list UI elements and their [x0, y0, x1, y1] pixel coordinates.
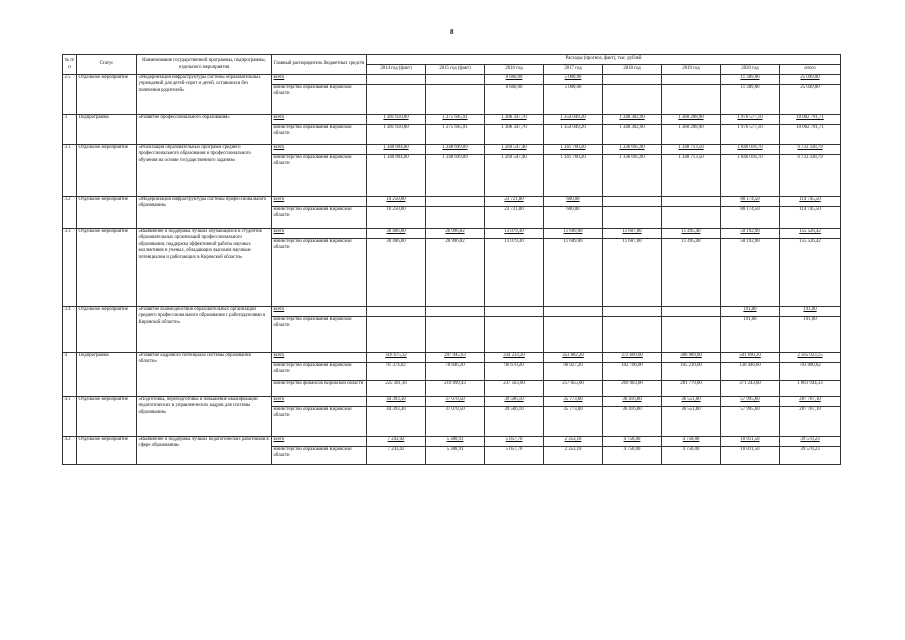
row-year-value: 5 388,91: [426, 447, 485, 465]
table-row: [63, 397, 841, 407]
row-year-value: 1 269 547,40: [485, 145, 544, 155]
row-year-value: 257 055,00: [544, 381, 603, 397]
table-row: [63, 115, 841, 125]
row-year-value: 5 388,91: [426, 437, 485, 447]
row-year-value: 13 079,30: [485, 229, 544, 239]
row-manager: всего: [272, 75, 367, 85]
row-year-value: [662, 197, 721, 207]
row-year-value: 600,00: [544, 197, 603, 207]
row-status: Подпрограмма: [77, 115, 137, 145]
header-status: Статус: [77, 55, 137, 75]
row-year-value: [603, 75, 662, 85]
page-number: 8: [450, 28, 454, 36]
row-year-value: 5 057,70: [485, 447, 544, 465]
row-year-value: 372 609,00: [603, 353, 662, 363]
row-name: «Развитие профессионального образования»: [137, 115, 272, 145]
row-year-value: 11 389,80: [721, 75, 780, 85]
row-year-value: 23 721,00: [485, 207, 544, 229]
row-year-value: 281 779,00: [662, 381, 721, 397]
row-manager: всего: [272, 145, 367, 155]
row-manager: министерство образования Кировской области: [272, 125, 367, 145]
row-total-value: 25 049,80: [780, 75, 841, 85]
row-year-value: 1 269 547,40: [485, 155, 544, 197]
row-status: Отдельное мероприятие: [77, 75, 137, 115]
row-year-value: 35 773,00: [544, 407, 603, 437]
row-number: 3.1: [63, 145, 77, 197]
row-total-value: 287 707,10: [780, 407, 841, 437]
row-manager: министерство образования Кировской области: [272, 317, 367, 353]
row-year-value: 39 506,10: [485, 407, 544, 437]
header-year: 2017 год: [544, 65, 603, 75]
row-year-value: 334 233,20: [485, 353, 544, 363]
header-name: Наименование государственной программы, подпрограммы, отдельного мероприятия: [137, 55, 272, 75]
row-manager: министерство образования Кировской области: [272, 363, 367, 381]
row-year-value: 600,00: [544, 207, 603, 229]
row-year-value: 130 446,60: [721, 363, 780, 381]
row-year-value: 1 348 713,50: [662, 155, 721, 197]
table-row: [63, 197, 841, 207]
row-year-value: 1 340 894,00: [367, 145, 426, 155]
row-year-value: 36 416,80: [603, 407, 662, 437]
header-year: 2020 год: [721, 65, 780, 75]
row-manager: всего: [272, 197, 367, 207]
row-year-value: 1 248 699,09: [426, 155, 485, 197]
row-year-value: 10 011,50: [721, 437, 780, 447]
row-year-value: [662, 207, 721, 229]
row-year-value: 5 000,00: [544, 75, 603, 85]
row-total-value: 155 526,42: [780, 229, 841, 239]
row-status: Отдельное мероприятие: [77, 229, 137, 307]
row-year-value: [367, 75, 426, 85]
row-year-value: 1 341 760,20: [544, 145, 603, 155]
row-year-value: 36 416,80: [603, 397, 662, 407]
row-year-value: 102 706,00: [603, 363, 662, 381]
table-row: [63, 75, 841, 85]
table-body: [63, 75, 841, 465]
row-year-value: 96 670,20: [485, 363, 544, 381]
row-year-value: 30 466,00: [367, 239, 426, 307]
row-manager: министерство образования Кировской области: [272, 85, 367, 115]
row-name: «Подготовка, переподготовка и повышение квалификации педагогических и управленческих кадров для системы образования»: [137, 397, 272, 437]
row-status: Отдельное мероприятие: [77, 437, 137, 465]
row-year-value: 10 250,00: [367, 197, 426, 207]
header-year: 2015 год (факт): [426, 65, 485, 75]
row-year-value: 191,00: [721, 317, 780, 353]
row-manager: министерство образования Кировской области: [272, 239, 367, 307]
row-year-value: 1 348 302,90: [603, 115, 662, 125]
row-total-value: 287 707,10: [780, 397, 841, 407]
row-year-value: [426, 85, 485, 115]
row-year-value: 2 353,10: [544, 437, 603, 447]
row-year-value: 1 348 302,90: [603, 125, 662, 145]
row-year-value: 11 607,00: [603, 229, 662, 239]
row-year-value: 1 275 695,91: [426, 115, 485, 125]
row-manager: всего: [272, 307, 367, 317]
row-year-value: 386 989,00: [662, 353, 721, 363]
row-year-value: 316 675,32: [367, 353, 426, 363]
row-year-value: [662, 85, 721, 115]
row-year-value: 1 248 699,09: [426, 145, 485, 155]
row-year-value: 96 827,20: [544, 363, 603, 381]
row-name: «Модернизация инфраструктуры системы профессионального образования»: [137, 197, 272, 229]
row-year-value: 36 551,80: [662, 407, 721, 437]
row-year-value: 44 393,30: [367, 397, 426, 407]
row-year-value: 11 689,00: [544, 229, 603, 239]
header-year: 2014 год (факт): [367, 65, 426, 75]
row-year-value: 1 381 610,00: [367, 125, 426, 145]
row-year-value: 297 945,63: [426, 353, 485, 363]
row-year-value: 1 846 018,70: [721, 155, 780, 197]
row-year-value: [367, 317, 426, 353]
row-year-value: 39 506,10: [485, 397, 544, 407]
row-year-value: [603, 207, 662, 229]
row-year-value: [485, 307, 544, 317]
table-row: [63, 229, 841, 239]
row-year-value: 37 070,50: [426, 397, 485, 407]
row-status: Отдельное мероприятие: [77, 197, 137, 229]
row-name: «Развитие взаимодействия образовательных организаций среднего профессионального образования с работодателями в Кировской области»: [137, 307, 272, 353]
row-year-value: 23 721,00: [485, 197, 544, 207]
row-year-value: 1 341 760,20: [544, 155, 603, 197]
row-name: «Выявление и поддержка лучших обучающихся и студентов образовательных организаций профессионального образования, поддержка эффективной работы научных коллективов и ученых, обладающих высоким научным потенциалом и работающих в Кировской области»: [137, 229, 272, 307]
row-year-value: 11 607,00: [603, 239, 662, 307]
row-year-value: 8 660,00: [485, 75, 544, 85]
header-year: 2016 год: [485, 65, 544, 75]
row-year-value: 1 360 208,90: [662, 125, 721, 145]
row-year-value: [662, 317, 721, 353]
row-year-value: 11 495,40: [662, 239, 721, 307]
row-year-value: [426, 317, 485, 353]
row-year-value: 4 758,00: [662, 447, 721, 465]
row-year-value: 1 976 577,10: [721, 115, 780, 125]
row-year-value: 269 903,00: [603, 381, 662, 397]
row-year-value: 50 192,90: [721, 239, 780, 307]
row-number: 3: [63, 115, 77, 145]
header-expenses: Расходы (прогноз, факт), тыс. рублей: [367, 55, 841, 65]
row-total-value: 114 745,50: [780, 197, 841, 207]
row-year-value: 353 882,20: [544, 353, 603, 363]
header-year: 2019 год: [662, 65, 721, 75]
row-year-value: 1 354 049,20: [544, 125, 603, 145]
row-year-value: 5 000,00: [544, 85, 603, 115]
row-year-value: 80 174,50: [721, 197, 780, 207]
row-manager: министерство финансов Кировской области: [272, 381, 367, 397]
row-year-value: 57 995,60: [721, 407, 780, 437]
row-year-value: 11 689,00: [544, 239, 603, 307]
row-year-value: 10 250,00: [367, 207, 426, 229]
row-number: 4.2: [63, 437, 77, 465]
row-year-value: 30 466,00: [367, 229, 426, 239]
row-total-value: 39 570,23: [780, 437, 841, 447]
row-year-value: 219 099,43: [426, 381, 485, 397]
row-total-value: 703 080,82: [780, 363, 841, 381]
table-row: [63, 145, 841, 155]
row-year-value: [603, 307, 662, 317]
row-number: 4.1: [63, 397, 77, 437]
row-year-value: 44 393,30: [367, 407, 426, 437]
row-year-value: [426, 75, 485, 85]
row-year-value: 35 773,00: [544, 397, 603, 407]
row-year-value: 5 057,70: [485, 437, 544, 447]
row-total-value: 25 049,80: [780, 85, 841, 115]
row-year-value: 8 660,00: [485, 85, 544, 115]
row-year-value: 1 381 610,00: [367, 115, 426, 125]
row-manager: министерство образования Кировской области: [272, 407, 367, 437]
row-year-value: 57 995,60: [721, 397, 780, 407]
row-year-value: 11 389,80: [721, 85, 780, 115]
table-row: [63, 307, 841, 317]
row-manager: министерство образования Кировской области: [272, 207, 367, 229]
row-year-value: 78 846,20: [426, 363, 485, 381]
row-status: Отдельное мероприятие: [77, 397, 137, 437]
table-row: [63, 353, 841, 363]
row-year-value: 1 306 347,70: [485, 125, 544, 145]
row-manager: всего: [272, 397, 367, 407]
row-year-value: 1 976 577,10: [721, 125, 780, 145]
row-year-value: [662, 75, 721, 85]
row-year-value: 50 192,90: [721, 229, 780, 239]
row-year-value: 91 374,02: [367, 363, 426, 381]
row-status: Отдельное мероприятие: [77, 145, 137, 197]
row-year-value: 37 070,50: [426, 407, 485, 437]
row-year-value: 191,00: [721, 307, 780, 317]
row-year-value: [426, 307, 485, 317]
row-year-value: 225 301,30: [367, 381, 426, 397]
row-year-value: [603, 317, 662, 353]
expenses-table: [62, 54, 841, 465]
row-year-value: 36 551,80: [662, 397, 721, 407]
row-year-value: [426, 197, 485, 207]
row-year-value: 13 079,30: [485, 239, 544, 307]
row-status: Подпрограмма: [77, 353, 137, 397]
row-year-value: 371 243,60: [721, 381, 780, 397]
row-name: «Модернизация инфраструктуры системы образовательных учреждений для детей-сирот и детей, оставшихся без попечения родителей»: [137, 75, 272, 115]
row-year-value: [367, 85, 426, 115]
header-manager: Главный распорядитель бюджетных средств: [272, 55, 367, 75]
header-total: итого: [780, 65, 841, 75]
row-year-value: 237 563,00: [485, 381, 544, 397]
row-total-value: 10 002 791,71: [780, 125, 841, 145]
row-number: 3.3: [63, 229, 77, 307]
row-year-value: 4 758,00: [662, 437, 721, 447]
row-year-value: 1 275 695,91: [426, 125, 485, 145]
row-year-value: 1 306 347,70: [485, 115, 544, 125]
row-manager: всего: [272, 115, 367, 125]
row-status: Отдельное мероприятие: [77, 307, 137, 353]
row-year-value: 1 340 894,00: [367, 155, 426, 197]
row-year-value: 26 996,82: [426, 239, 485, 307]
row-number: 3.4: [63, 307, 77, 353]
row-total-value: 191,00: [780, 307, 841, 317]
row-total-value: 9 732 328,79: [780, 155, 841, 197]
header-year: 2018 год: [603, 65, 662, 75]
row-number: 3.2: [63, 197, 77, 229]
row-year-value: 4 758,00: [603, 447, 662, 465]
row-year-value: 7 243,02: [367, 437, 426, 447]
row-manager: всего: [272, 437, 367, 447]
row-number: 2.5: [63, 75, 77, 115]
row-year-value: 1 354 049,20: [544, 115, 603, 125]
row-total-value: 2 565 023,15: [780, 353, 841, 363]
row-total-value: 10 002 791,71: [780, 115, 841, 125]
row-year-value: 7 243,02: [367, 447, 426, 465]
row-year-value: 4 758,00: [603, 437, 662, 447]
row-year-value: [367, 307, 426, 317]
row-year-value: 1 336 695,90: [603, 155, 662, 197]
row-total-value: 114 745,50: [780, 207, 841, 229]
row-manager: министерство образования Кировской области: [272, 155, 367, 197]
row-manager: министерство образования Кировской области: [272, 447, 367, 465]
row-manager: всего: [272, 353, 367, 363]
row-year-value: 1 360 208,90: [662, 115, 721, 125]
row-year-value: 501 690,20: [721, 353, 780, 363]
row-year-value: 26 996,82: [426, 229, 485, 239]
row-year-value: 80 174,50: [721, 207, 780, 229]
row-name: «Выявление и поддержка лучших педагогических работников в сфере образования»: [137, 437, 272, 465]
row-year-value: 105 210,00: [662, 363, 721, 381]
row-number: 4: [63, 353, 77, 397]
row-year-value: [603, 85, 662, 115]
row-year-value: 1 336 695,90: [603, 145, 662, 155]
row-total-value: 191,00: [780, 317, 841, 353]
row-year-value: 1 846 018,70: [721, 145, 780, 155]
row-total-value: 1 861 944,33: [780, 381, 841, 397]
row-year-value: [603, 197, 662, 207]
row-year-value: [426, 207, 485, 229]
row-year-value: 2 353,10: [544, 447, 603, 465]
row-year-value: [662, 307, 721, 317]
header-no: № п/п: [63, 55, 77, 75]
row-total-value: 155 526,42: [780, 239, 841, 307]
table-row: [63, 437, 841, 447]
row-total-value: 39 570,23: [780, 447, 841, 465]
row-year-value: 11 495,40: [662, 229, 721, 239]
row-manager: всего: [272, 229, 367, 239]
row-year-value: [544, 317, 603, 353]
row-year-value: 1 348 713,50: [662, 145, 721, 155]
row-year-value: [485, 317, 544, 353]
row-year-value: 10 011,50: [721, 447, 780, 465]
row-name: «Реализация образовательных программ среднего профессионального образования и профессионального обучения на основе государственного задания»: [137, 145, 272, 197]
row-total-value: 9 732 328,79: [780, 145, 841, 155]
row-year-value: [544, 307, 603, 317]
row-name: «Развитие кадрового потенциала системы образования области»: [137, 353, 272, 397]
